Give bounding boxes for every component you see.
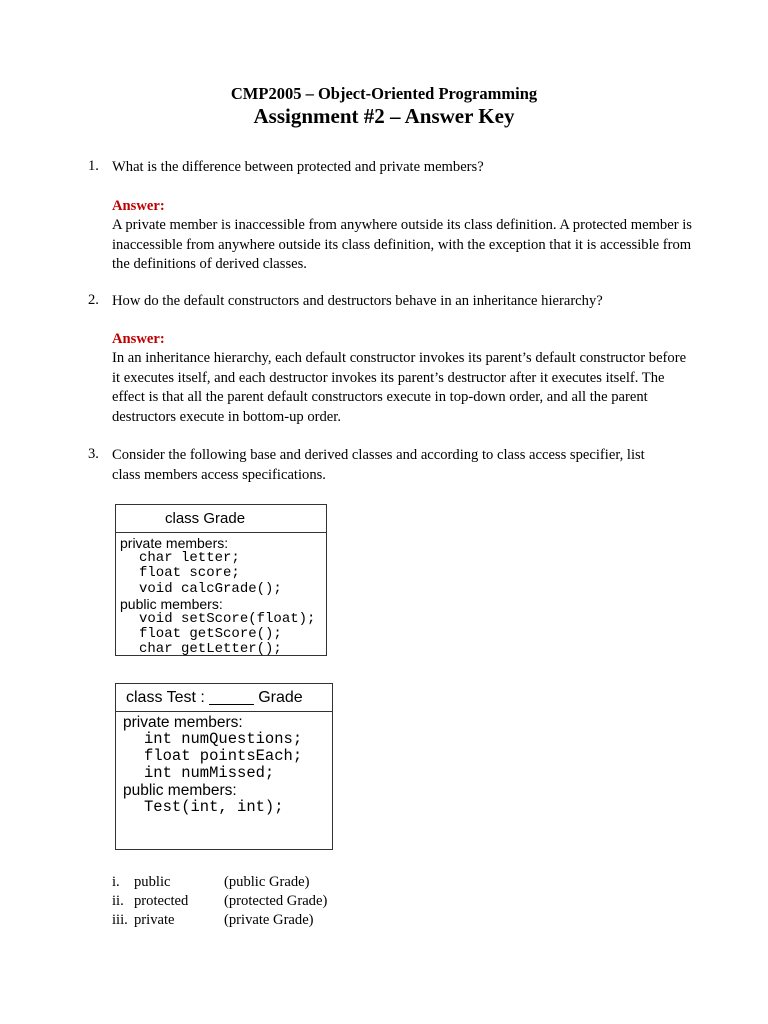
question-1-text: What is the difference between protected and private members? [112, 159, 484, 175]
class-grade-member: char letter; [139, 550, 240, 567]
class-test-public-label: public members: [123, 782, 237, 799]
question-1-answer: A private member is inaccessible from anywhere outside its class definition. A protected member is inaccessible from anywhere outside its class definition, with the exception that it is accessible from the definitions of derived classes. [112, 217, 692, 272]
list-item [112, 911, 327, 930]
option-index: i. [112, 874, 120, 890]
list-item [112, 892, 327, 911]
course-title: CMP2005 – Object-Oriented Programming [230, 84, 538, 103]
list-item [112, 873, 327, 892]
question-2-number: 2. [88, 292, 99, 308]
question-2-answer-label: Answer: [112, 331, 165, 347]
class-grade-private-label: private members: [120, 535, 229, 551]
question-1-answer-label: Answer: [112, 198, 165, 214]
question-3-number: 3. [88, 446, 99, 462]
option-index: ii. [112, 893, 124, 909]
class-test-member: int numMissed; [144, 764, 275, 782]
class-grade-public-label: public members: [120, 595, 223, 612]
option-result: (private Grade) [224, 912, 314, 928]
question-1-number: 1. [88, 158, 99, 174]
question-2-text: How do the default constructors and destructors behave in an inheritance hierarchy? [112, 293, 603, 309]
class-test-diagram [115, 683, 333, 850]
class-grade-diagram [115, 504, 327, 656]
question-2-answer: In an inheritance hierarchy, each default constructor invokes its parent’s default constructor before it executes itself, and each destructor invokes its parent’s destructor after it executes itself. The effect is that all the parent default constructors execute in top-down order, and all the parent destructors execute in bottom-up order. [112, 350, 687, 425]
option-result: (public Grade) [224, 874, 310, 890]
class-test-member: int numQuestions; [144, 730, 303, 748]
class-test-member: float pointsEach; [144, 747, 303, 765]
question-3-text: Consider the following base and derived classes and according to class access specifier, list class members access specifications. [112, 447, 645, 483]
option-name: public [134, 874, 171, 890]
class-grade-member: float getScore(); [139, 626, 282, 643]
option-name: protected [134, 893, 189, 909]
assignment-title: Assignment #2 – Answer Key [253, 104, 515, 128]
option-index: iii. [112, 912, 128, 928]
class-grade-member: float score; [139, 565, 240, 582]
class-grade-member: void calcGrade(); [139, 580, 282, 597]
access-options-list [112, 873, 327, 930]
option-name: private [134, 912, 175, 928]
class-test-member: Test(int, int); [144, 798, 284, 816]
class-grade-member: char getLetter(); [139, 641, 282, 658]
class-test-header: class Test : _____ Grade [116, 684, 332, 712]
class-test-private-label: private members: [123, 714, 243, 731]
option-result: (protected Grade) [224, 893, 328, 909]
class-grade-member: void setScore(float); [139, 611, 316, 628]
class-grade-header: class Grade [116, 505, 326, 533]
